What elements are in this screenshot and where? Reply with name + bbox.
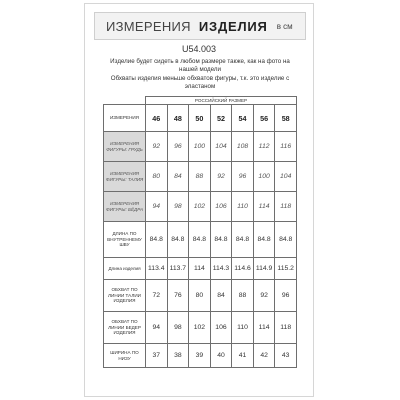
measurement-value: 108 [232, 132, 254, 162]
measurement-value: 96 [275, 280, 297, 312]
measurement-value: 76 [167, 280, 189, 312]
measurement-value: 41 [232, 344, 254, 368]
size-header: 52 [210, 105, 232, 132]
measurement-label: ИЗМЕРЕНИЯ ФИГУРЫ: БЁДРА [104, 192, 146, 222]
measurement-value: 84.8 [146, 222, 168, 258]
row-header-label: ИЗМЕРЕНИЯ [104, 105, 146, 132]
measurement-value: 96 [167, 132, 189, 162]
measurement-value: 39 [189, 344, 211, 368]
measurement-value: 80 [189, 280, 211, 312]
measurement-value: 92 [210, 162, 232, 192]
measurement-label: ОБХВАТ ПО ЛИНИИ БЕДЕР ИЗДЕЛИЯ [104, 312, 146, 344]
measurement-value: 37 [146, 344, 168, 368]
measurement-value: 88 [189, 162, 211, 192]
measurement-value: 106 [210, 192, 232, 222]
measurement-value: 98 [167, 312, 189, 344]
measurement-value: 38 [167, 344, 189, 368]
measurement-value: 104 [275, 162, 297, 192]
elastane-note: Обхваты изделия меньше обхватов фигуры, т.к. это изделие с эластаном [110, 75, 290, 90]
table-row [104, 132, 297, 162]
measurement-label: ИЗМЕРЕНИЯ ФИГУРЫ: ГРУДЬ [104, 132, 146, 162]
measurement-value: 113.4 [146, 258, 168, 280]
measurement-value: 43 [275, 344, 297, 368]
table-row [104, 162, 297, 192]
measurement-value: 110 [232, 192, 254, 222]
measurement-value: 102 [189, 192, 211, 222]
title-banner [94, 12, 306, 40]
measurement-value: 84.8 [210, 222, 232, 258]
measurement-value: 84 [210, 280, 232, 312]
measurement-value: 118 [275, 312, 297, 344]
title-unit: в см [276, 21, 293, 31]
size-table [103, 96, 297, 368]
measurement-value: 80 [146, 162, 168, 192]
measurement-value: 96 [232, 162, 254, 192]
table-row [104, 192, 297, 222]
table-size-header-row [104, 105, 297, 132]
measurement-value: 112 [253, 132, 275, 162]
measurement-value: 84.8 [232, 222, 254, 258]
measurement-value: 118 [275, 192, 297, 222]
table-row [104, 222, 297, 258]
measurement-value: 114.6 [232, 258, 254, 280]
table-row [104, 312, 297, 344]
measurement-value: 72 [146, 280, 168, 312]
measurement-value: 114.3 [210, 258, 232, 280]
size-header: 50 [189, 105, 211, 132]
measurement-label: ДЛИНА ПО ВНУТРЕННЕМУ ШВУ [104, 222, 146, 258]
measurement-label: Длина изделия [104, 258, 146, 280]
measurement-value: 116 [275, 132, 297, 162]
measurement-value: 114 [253, 192, 275, 222]
table-group-header-row [104, 97, 297, 105]
measurement-label: ШИРИНА ПО НИЗУ [104, 344, 146, 368]
size-header: 58 [275, 105, 297, 132]
measurement-value: 92 [146, 132, 168, 162]
title-word-garment: ИЗДЕЛИЯ [198, 18, 268, 34]
measurement-label: ОБХВАТ ПО ЛИНИИ ТАЛИИ ИЗДЕЛИЯ [104, 280, 146, 312]
measurement-value: 114.9 [253, 258, 275, 280]
measurement-value: 84.8 [275, 222, 297, 258]
measurement-value: 94 [146, 192, 168, 222]
measurement-value: 104 [210, 132, 232, 162]
size-header: 56 [253, 105, 275, 132]
size-header: 54 [232, 105, 254, 132]
size-header: 48 [167, 105, 189, 132]
measurement-value: 100 [189, 132, 211, 162]
measurement-value: 84 [167, 162, 189, 192]
measurement-value: 84.8 [167, 222, 189, 258]
measurement-value: 42 [253, 344, 275, 368]
measurement-value: 114 [253, 312, 275, 344]
size-chart-sheet [84, 3, 314, 397]
table-corner-cell [104, 97, 146, 105]
measurement-label: ИЗМЕРЕНИЯ ФИГУРЫ: ТАЛИЯ [104, 162, 146, 192]
title-word-measurements: ИЗМЕРЕНИЯ [106, 18, 191, 34]
measurement-value: 110 [232, 312, 254, 344]
table-row [104, 344, 297, 368]
table-row [104, 258, 297, 280]
measurement-value: 88 [232, 280, 254, 312]
measurement-value: 98 [167, 192, 189, 222]
fit-note: Изделие будет сидеть в любом размере также, как на фото на нашей модели [110, 58, 290, 73]
measurement-value: 113.7 [167, 258, 189, 280]
table-row [104, 280, 297, 312]
measurement-value: 94 [146, 312, 168, 344]
russian-size-header: РОССИЙСКИЙ РАЗМЕР [146, 97, 297, 105]
size-header: 46 [146, 105, 168, 132]
measurement-value: 40 [210, 344, 232, 368]
measurement-value: 115.2 [275, 258, 297, 280]
measurement-value: 84.8 [253, 222, 275, 258]
measurement-value: 92 [253, 280, 275, 312]
measurement-value: 114 [189, 258, 211, 280]
measurement-value: 106 [210, 312, 232, 344]
measurement-value: 100 [253, 162, 275, 192]
measurement-value: 84.8 [189, 222, 211, 258]
product-code: U54.003 [181, 44, 217, 54]
measurement-value: 102 [189, 312, 211, 344]
